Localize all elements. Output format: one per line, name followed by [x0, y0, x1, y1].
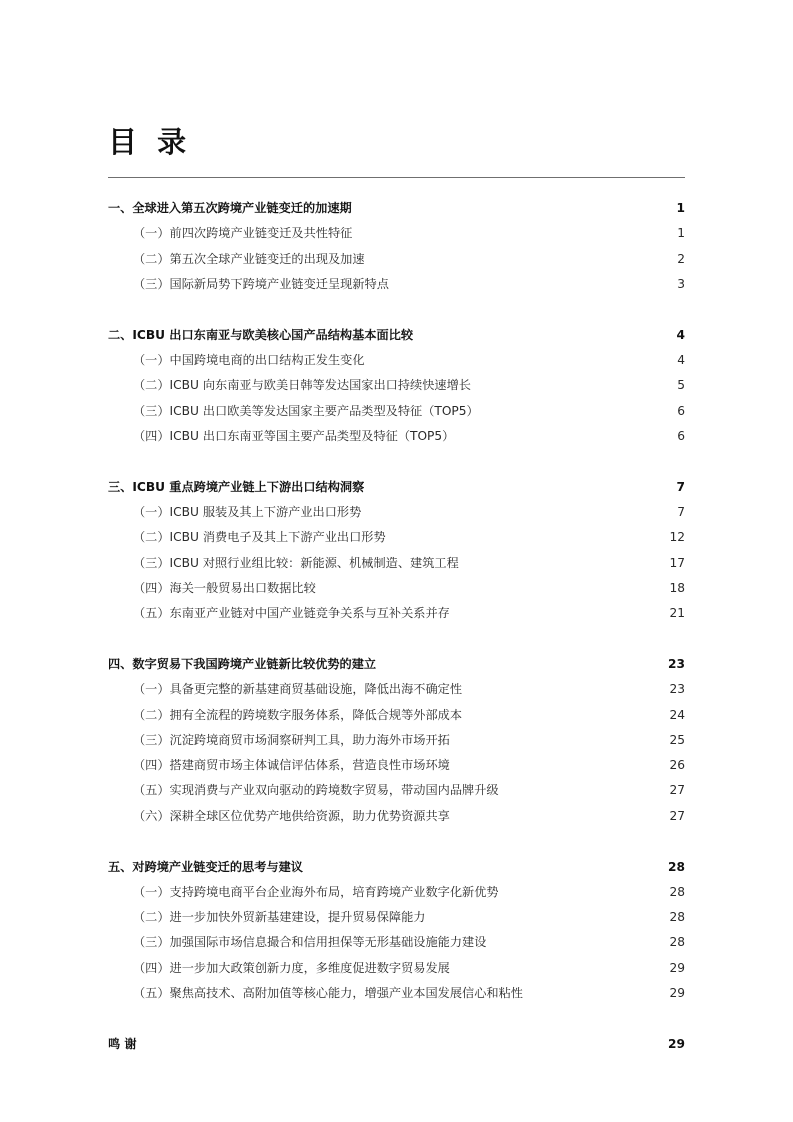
toc-entry-title: （四）ICBU 出口东南亚等国主要产品类型及特征（TOP5）	[133, 428, 455, 443]
toc-entry-page: 7	[677, 504, 685, 519]
toc-entry-title: （四）海关一般贸易出口数据比较	[133, 580, 316, 595]
toc-entry[interactable]	[108, 677, 685, 702]
toc-entry[interactable]	[108, 272, 685, 297]
toc-entry-title: （二）拥有全流程的跨境数字服务体系，降低合规等外部成本	[133, 707, 463, 722]
toc-entry-page: 4	[677, 352, 685, 367]
toc-entry[interactable]	[108, 930, 685, 955]
toc-entry-title: （三）沉淀跨境商贸市场洞察研判工具，助力海外市场开拓	[133, 732, 450, 747]
toc-entry[interactable]	[108, 424, 685, 449]
toc-entry-page: 12	[669, 530, 685, 545]
toc-section	[108, 196, 685, 297]
toc-entry-page: 29	[669, 960, 685, 975]
toc-entry[interactable]	[108, 525, 685, 550]
toc-entry-title: （三）国际新局势下跨境产业链变迁呈现新特点	[133, 276, 389, 291]
toc-entry-page: 25	[669, 732, 685, 747]
toc-entry-title: （二）ICBU 向东南亚与欧美日韩等发达国家出口持续快速增长	[133, 378, 471, 393]
toc-entry-title: （一）具备更完整的新基建商贸基础设施，降低出海不确定性	[133, 682, 463, 697]
toc-section-page: 1	[676, 201, 685, 215]
toc-entry-page: 26	[669, 758, 685, 773]
toc-entry-title: （六）深耕全球区位优势产地供给资源，助力优势资源共享	[133, 808, 450, 823]
toc-entry[interactable]	[108, 221, 685, 246]
toc-section-page: 4	[676, 327, 685, 342]
toc-section-heading[interactable]	[108, 196, 685, 221]
table-of-contents	[108, 196, 685, 1032]
acknowledgement-title: 鸣 谢	[108, 1037, 137, 1052]
toc-entry[interactable]	[108, 981, 685, 1006]
toc-section-title: 一、全球进入第五次跨境产业链变迁的加速期	[108, 201, 352, 215]
toc-entry-page: 28	[669, 910, 685, 925]
toc-entry[interactable]	[108, 348, 685, 373]
toc-acknowledgement[interactable]	[108, 1031, 685, 1056]
toc-section-page: 28	[668, 859, 685, 874]
toc-entry-page: 6	[677, 403, 685, 418]
toc-section-title: 三、ICBU 重点跨境产业链上下游出口结构洞察	[108, 479, 365, 494]
toc-section-title: 四、数字贸易下我国跨境产业链新比较优势的建立	[108, 656, 377, 671]
toc-entry-page: 27	[669, 808, 685, 823]
toc-entry-page: 28	[669, 884, 685, 899]
toc-entry[interactable]	[108, 500, 685, 525]
toc-section	[108, 652, 685, 829]
toc-entry-title: （一）中国跨境电商的出口结构正发生变化	[133, 352, 365, 367]
toc-entry-title: （四）进一步加大政策创新力度，多维度促进数字贸易发展	[133, 960, 450, 975]
toc-entry-page: 21	[669, 606, 685, 621]
toc-entry-title: （五）东南亚产业链对中国产业链竞争关系与互补关系并存	[133, 606, 450, 621]
toc-entry-title: （五）聚焦高技术、高附加值等核心能力，增强产业本国发展信心和粘性	[133, 986, 523, 1001]
toc-entry-page: 6	[677, 428, 685, 443]
toc-entry[interactable]	[108, 753, 685, 778]
toc-entry[interactable]	[108, 880, 685, 905]
toc-entry-title: （四）搭建商贸市场主体诚信评估体系，营造良性市场环境	[133, 758, 450, 773]
toc-entry-page: 24	[669, 707, 685, 722]
toc-section-heading[interactable]	[108, 475, 685, 500]
toc-entry-title: （三）ICBU 对照行业组比较：新能源、机械制造、建筑工程	[133, 555, 459, 570]
toc-entry-title: （二）进一步加快外贸新基建建设，提升贸易保障能力	[133, 910, 426, 925]
toc-entry-title: （一）前四次跨境产业链变迁及共性特征	[133, 226, 353, 241]
toc-entry-page: 28	[669, 935, 685, 950]
toc-entry-page: 27	[669, 783, 685, 798]
toc-entry-page: 17	[669, 555, 685, 570]
toc-section-page: 23	[668, 656, 685, 671]
toc-entry-title: （二）ICBU 消费电子及其上下游产业出口形势	[133, 530, 386, 545]
toc-entry-page: 3	[677, 276, 685, 291]
toc-entry[interactable]	[108, 804, 685, 829]
toc-section-heading[interactable]	[108, 323, 685, 348]
toc-entry-title: （一）ICBU 服装及其上下游产业出口形势	[133, 504, 362, 519]
toc-entry-title: （二）第五次全球产业链变迁的出现及加速	[133, 251, 365, 266]
toc-entry[interactable]	[108, 576, 685, 601]
toc-entry-page: 1	[677, 226, 685, 241]
toc-entry-page: 2	[677, 251, 685, 266]
toc-entry[interactable]	[108, 728, 685, 753]
toc-entry-page: 23	[669, 682, 685, 697]
toc-entry[interactable]	[108, 601, 685, 626]
toc-section	[108, 323, 685, 449]
title-divider	[108, 177, 685, 178]
toc-entry[interactable]	[108, 247, 685, 272]
toc-entry-title: （三）ICBU 出口欧美等发达国家主要产品类型及特征（TOP5）	[133, 403, 479, 418]
toc-entry-page: 18	[669, 580, 685, 595]
toc-section-title: 二、ICBU 出口东南亚与欧美核心国产品结构基本面比较	[108, 327, 414, 342]
toc-entry-page: 5	[677, 378, 685, 393]
toc-entry[interactable]	[108, 956, 685, 981]
toc-entry[interactable]	[108, 703, 685, 728]
toc-entry-title: （五）实现消费与产业双向驱动的跨境数字贸易，带动国内品牌升级	[133, 783, 499, 798]
page-title: 目 录	[108, 125, 192, 159]
toc-entry[interactable]	[108, 778, 685, 803]
toc-entry[interactable]	[108, 373, 685, 398]
toc-section-page: 7	[676, 479, 685, 494]
toc-entry-title: （一）支持跨境电商平台企业海外布局，培育跨境产业数字化新优势	[133, 884, 499, 899]
toc-entry[interactable]	[108, 399, 685, 424]
toc-section-title: 五、对跨境产业链变迁的思考与建议	[108, 859, 303, 874]
toc-section	[108, 855, 685, 1007]
acknowledgement-page: 29	[668, 1036, 685, 1051]
toc-entry[interactable]	[108, 905, 685, 930]
toc-entry[interactable]	[108, 551, 685, 576]
toc-section	[108, 475, 685, 627]
toc-section-heading[interactable]	[108, 855, 685, 880]
toc-section-heading[interactable]	[108, 652, 685, 677]
toc-entry-title: （三）加强国际市场信息撮合和信用担保等无形基础设施能力建设	[133, 935, 487, 950]
toc-entry-page: 29	[669, 986, 685, 1001]
